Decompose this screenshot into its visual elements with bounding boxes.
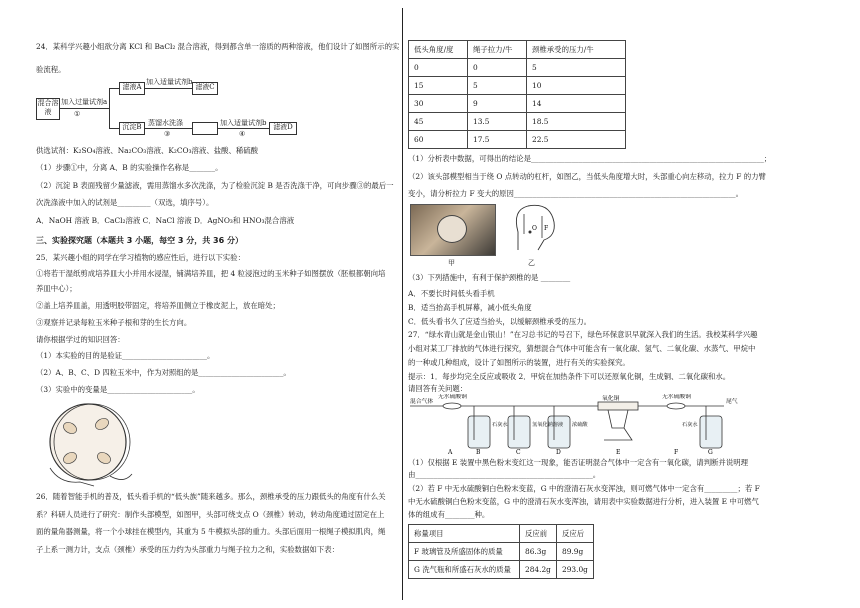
q25-step1-line2: 养皿中心）；	[36, 284, 77, 293]
label-cuo: 氧化铜	[602, 396, 620, 402]
label-limewater-2: 石灰水	[682, 422, 698, 428]
flow-reagent-a: 加入过量试剂a	[61, 98, 108, 106]
flow-line	[59, 108, 89, 109]
q26-sub2-line1: （2）该头部模型相当于绕 O 点转动的杠杆，如图乙，当低头角度增大时，头部重心向左移动，拉力 F 的力臂	[408, 172, 766, 181]
table-cell: 17.5	[468, 131, 527, 149]
flow-step1: ①	[74, 110, 81, 118]
q26-option-b: B．适当抬高手机屏幕，减小低头角度	[408, 303, 532, 312]
q25-sub1: （1）本实验的目的是验证_______________________。	[36, 351, 215, 360]
apparatus-label-a: A	[448, 449, 453, 456]
flow-line	[109, 88, 119, 89]
q27-line1: 27．“绿水青山就是金山银山！”在习总书记的号召下，绿色环保意识早就深入我们的生活。我校某科学兴趣	[408, 330, 758, 339]
flow-line	[144, 88, 192, 89]
table-cell: 284.2g	[520, 561, 557, 579]
table-cell: 30	[409, 95, 468, 113]
table-header-row	[409, 525, 594, 543]
flow-mixed-solution: 混合溶液	[36, 98, 60, 120]
flow-line	[109, 88, 110, 129]
q24-stem-line1: 24．某科学兴趣小组欲分离 KCl 和 BaCl₂ 混合溶液，得到都含单一溶质的两种溶液，他们设计了如图所示的实	[36, 42, 400, 51]
table-cell: 22.5	[527, 131, 626, 149]
apparatus-label-d: D	[556, 449, 561, 456]
table-header: 低头角度/度	[409, 41, 468, 59]
q26-line4: 子上系一测力计，支点（颈椎）承受的压力约为头部重力与绳子拉力之和，实验数据如下表：	[36, 545, 340, 554]
q25-stem: 25．某兴趣小组的同学在学习植物的感应性后，进行以下实验：	[36, 253, 245, 262]
flow-line	[109, 128, 119, 129]
q27-sub2-line1: （2）若 F 中无水硫酸铜白色粉末变蓝，G 中的澄清石灰水变浑浊，则可燃气体中一定含有_________；若 F	[408, 484, 760, 493]
table-cell: 0	[409, 59, 468, 77]
mass-table	[408, 524, 594, 579]
q24-options: A．NaOH 溶液 B．CaCl₂溶液 C．NaCl 溶液 D．AgNO₃和 HNO₃混合溶液	[36, 216, 295, 225]
table-cell: F 玻璃管及所盛固体的质量	[409, 543, 520, 561]
q25-step2: ②盖上培养皿盖，用透明胶带固定，将培养皿侧立于橡皮泥上，放在暗处；	[36, 301, 280, 310]
angle-force-table	[408, 40, 626, 149]
q26-option-a: A．不要长时间低头看手机	[408, 289, 495, 298]
table-cell: 9	[468, 95, 527, 113]
flow-step4: ④	[239, 130, 246, 138]
table-cell: 10	[527, 77, 626, 95]
table-row	[409, 561, 594, 579]
table-row	[409, 543, 594, 561]
q26-sub1: （1）分析表中数据，可得出的结论是_______________________________________________________________；	[408, 154, 772, 163]
right-column	[404, 0, 860, 608]
figure-b-label: 乙	[528, 259, 535, 267]
label-gas: 混合气体	[410, 399, 434, 405]
q24-stem-line2: 验流程。	[36, 65, 66, 74]
table-header: 绳子拉力/牛	[468, 41, 527, 59]
svg-text:O: O	[532, 225, 537, 232]
head-model	[437, 215, 467, 243]
table-header: 反应前	[520, 525, 557, 543]
table-row	[409, 77, 626, 95]
table-header-row	[409, 41, 626, 59]
label-naoh: 氢氧化钠溶液	[532, 422, 564, 428]
flow-wash: 蒸馏水洗涤	[148, 119, 183, 127]
q25-step1-line1: ①将若干湿纸剪成培养皿大小并用水浸湿，铺满培养皿，把 4 粒浸泡过的玉米种子如图摆放（胚根都朝向培	[36, 269, 386, 278]
table-cell: 293.0g	[557, 561, 594, 579]
q27-tip2: 请回答有关问题：	[408, 384, 468, 393]
flow-filtrate-d: 滤液D	[269, 122, 297, 135]
q26-option-c: C．低头看书久了应适当抬头，以缓解颈椎承受的压力。	[408, 317, 592, 326]
q26-sub2-line2: 变小，请分析拉力 F 变大的原因____________________________________________________________。	[408, 189, 744, 198]
q25-sub3: （3）实验中的变量是_______________________。	[36, 385, 200, 394]
label-acid: 浓硫酸	[572, 422, 588, 428]
q24-sub2-line1: （2）沉淀 B 表面残留少量滤液，需用蒸馏水多次洗涤，为了检验沉淀 B 是否洗涤干净，可向步骤③的最后一	[36, 181, 394, 190]
apparatus-label-b: B	[476, 449, 481, 456]
table-cell: 45	[409, 113, 468, 131]
label-cuso4-1: 无水硫酸铜	[438, 394, 467, 400]
q25-sub2: （2）A、B、C、D 四粒玉米中，作为对照组的是_______________________。	[36, 368, 291, 377]
flow-line	[217, 128, 269, 129]
table-row	[409, 59, 626, 77]
svg-text:F: F	[544, 225, 549, 232]
apparatus-label-e: E	[616, 449, 621, 456]
flow-reagent-b-top: 加入适量试剂b	[146, 78, 193, 86]
table-cell: 89.9g	[557, 543, 594, 561]
apparatus-diagram	[408, 394, 738, 456]
q26-line2: 系？科研人员进行了研究：制作头部模型，如图甲，头部可绕支点 O（颈椎）转动，转动角度通过固定在上	[36, 510, 385, 519]
section3-title: 三、实验探究题（本题共 3 小题，每空 3 分，共 36 分）	[36, 236, 243, 245]
q26-sub3: （3）下列措施中，有利于保护颈椎的是 ________	[408, 273, 571, 282]
table-header: 反应后	[557, 525, 594, 543]
q27-line3: 的一种或几种组成，设计了如图所示的装置，进行有关的实验探究。	[408, 358, 630, 367]
label-cuso4-2: 无水硫酸铜	[662, 394, 691, 400]
label-tail: 尾气	[726, 399, 738, 405]
table-row	[409, 131, 626, 149]
apparatus-label-f: F	[674, 449, 679, 456]
table-cell: 14	[527, 95, 626, 113]
q24-reagents: 供选试剂：K₂SO₄溶液、Na₂CO₃溶液、K₂CO₃溶液、盐酸、稀硫酸	[36, 146, 259, 155]
table-cell: 13.5	[468, 113, 527, 131]
q26-line3: 面的量角器测量，将一个小球挂在模型内，其重为 5 牛模拟头部的重力。头部后面用一根绳子模拟肌肉，绳	[36, 527, 386, 536]
table-row	[409, 95, 626, 113]
q27-tip: 提示：1．每步均完全反应或吸收 2．甲烷在加热条件下可以还原氧化铜，生成铜、二氧化碳和水。	[408, 372, 731, 381]
figure-a-label: 甲	[448, 259, 455, 267]
flow-reagent-b-bottom: 加入适量试剂b	[220, 119, 267, 127]
petri-dish-figure	[40, 398, 140, 488]
flow-filtrate-a: 滤液A	[119, 82, 145, 95]
flow-line	[144, 128, 192, 129]
table-cell: 5	[527, 59, 626, 77]
q26-line1: 26．随着智能手机的普及，低头看手机的“低头族”随来越多。那么，颈椎承受的压力跟低头的角度有什么关	[36, 492, 386, 501]
q27-sub2-line3: 体的组成有________种。	[408, 510, 490, 519]
label-limewater-1: 石灰水	[492, 422, 508, 428]
table-cell: 0	[468, 59, 527, 77]
q24-sub2-line2: 次洗涤液中加入的试剂是_________（双选，填序号）。	[36, 198, 214, 207]
flow-precipitate-b: 沉淀B	[119, 122, 145, 135]
apparatus-label-g: G	[708, 449, 713, 456]
table-cell: 86.3g	[520, 543, 557, 561]
flow-step3: ③	[164, 130, 171, 138]
lever-diagram-b	[498, 200, 568, 258]
table-cell: 18.5	[527, 113, 626, 131]
q24-flow-diagram	[36, 80, 336, 140]
table-header: 称量项目	[409, 525, 520, 543]
table-cell: 60	[409, 131, 468, 149]
table-header: 颈椎承受的压力/牛	[527, 41, 626, 59]
table-row	[409, 113, 626, 131]
flow-washed-precipitate	[192, 122, 218, 135]
flow-line	[89, 108, 109, 109]
table-cell: G 洗气瓶和所盛石灰水的质量	[409, 561, 520, 579]
table-cell: 15	[409, 77, 468, 95]
q24-sub1: （1）步骤①中，分离 A、B 的实验操作名称是_______。	[36, 163, 223, 172]
apparatus-label-c: C	[516, 449, 521, 456]
flow-filtrate-c: 滤液C	[192, 82, 218, 95]
photo-figure-a	[410, 204, 496, 256]
q25-ask: 请你根据学过的知识回答：	[36, 335, 125, 344]
left-column	[0, 0, 404, 608]
q27-sub1-line1: （1）仅根据 E 装置中黑色粉末变红这一现象，能否证明混合气体中一定含有一氧化碳，请判断并说明理	[408, 458, 748, 467]
q25-step3: ③观察并记录每粒玉米种子根和芽的生长方向。	[36, 318, 192, 327]
q27-sub2-line2: 中无水硫酸铜白色粉末变蓝，G 中的澄清石灰水变浑浊，请用表中实验数据进行分析，进入装置 E 中可燃气	[408, 497, 759, 506]
q27-line2: 小组对某工厂排放的气体进行探究，猜想混合气体中可能含有一氧化碳、氢气、二氧化碳、水蒸气、甲烷中	[408, 344, 756, 353]
table-cell: 5	[468, 77, 527, 95]
q27-sub1-line2: 由________________________________________________。	[408, 470, 601, 479]
